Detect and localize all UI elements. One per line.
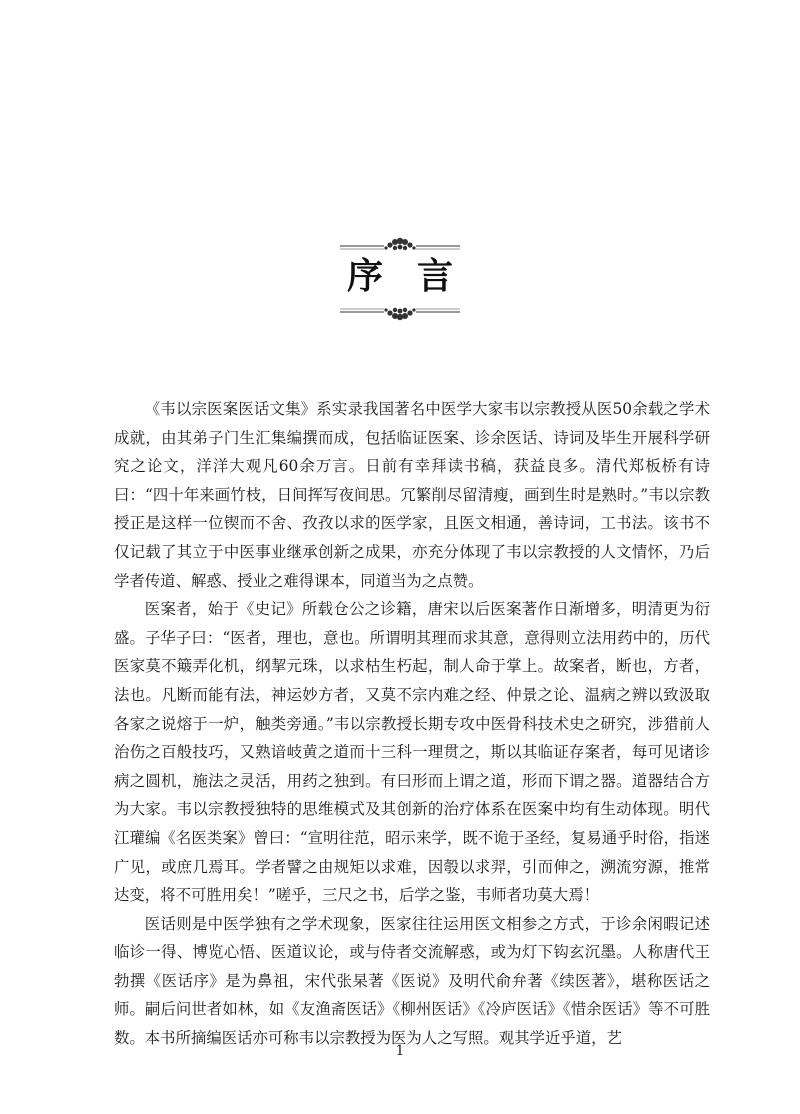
preface-paragraph-2: 医案者，始于《史记》所载仓公之诊籍，唐宋以后医案著作日渐增多，明清更为衍盛。子华子曰：“医者，理也，意也。所谓明其理而求其意，意得则立法用药中的，历代医家莫不簸弄化机，纲挈元珠，以求枯生朽起，制人命于掌上。故案者，断也，方者，法也。凡断而能有法，神运妙方者，又莫不宗内难之经、仲景之论、温病之辨以致汲取各家之说熔于一炉，触类旁通。”韦以宗教授长期专攻中医骨科技术史之研究，涉猎前人治伤之百般技巧，又熟谙岐黄之道而十三科一理贯之，斯以其临证存案者，每可见诸诊病之圆机，施法之灵活，用药之独到。有曰形而上谓之道，形而下谓之器。道器结合方为大家。韦以宗教授独特的思维模式及其创新的治疗体系在医案中均有生动体现。明代江瓘编《名医类案》曾曰：“宣明往范，昭示来学，既不诡于圣经，复易通乎时俗，指迷广见，或庶几焉耳。学者譬之由规矩以求难，因彀以求羿，引而伸之，溯流穷源，推常达变，将不可胜用矣！”嗟乎，三尺之书，后学之鉴，韦师者功莫大焉！ <box>114 600 710 905</box>
preface-title: 序言 <box>346 255 487 297</box>
preface-paragraph-3: 医话则是中医学独有之学术现象，医家往往运用医文相参之方式，于诊余闲暇记述临诊一得、博览心悟、医道议论，或与侍者交流解惑，或为灯下钩玄沉墨。人称唐代王勃撰《医话序》是为鼻祖，宋代张杲著《医说》及明代俞弁著《续医著》，堪称医话之师。嗣后问世者如林，如《友渔斋医话》《柳州医话》《冷庐医话》《惜余医话》等不可胜数。本书所摘编医话亦可称韦以宗教授为医为人之写照。观其学近乎道，艺 <box>114 914 710 1048</box>
bottom-ornament <box>0 302 800 322</box>
page-number: 1 <box>395 1043 405 1059</box>
preface-paragraph-1: 《韦以宗医案医话文集》系实录我国著名中医学大家韦以宗教授从医50余载之学术成就，由其弟子门生汇集编撰而成，包括临证医案、诊余医话、诗词及毕生开展科学研究之论文，洋洋大观凡60余万言。日前有幸拜读书稿，获益良多。清代郑板桥有诗曰：“四十年来画竹枝，日间挥写夜间思。冗繁削尽留清瘦，画到生时是熟时。”韦以宗教授正是这样一位锲而不舍、孜孜以求的医学家，且医文相通，善诗词，工书法。该书不仅记载了其立于中医事业继承创新之成果，亦充分体现了韦以宗教授的人文情怀，乃后学者传道、解惑、授业之难得课本，同道当为之点赞。 <box>114 400 710 590</box>
preface-body <box>114 395 710 1053</box>
top-ornament <box>0 236 800 256</box>
